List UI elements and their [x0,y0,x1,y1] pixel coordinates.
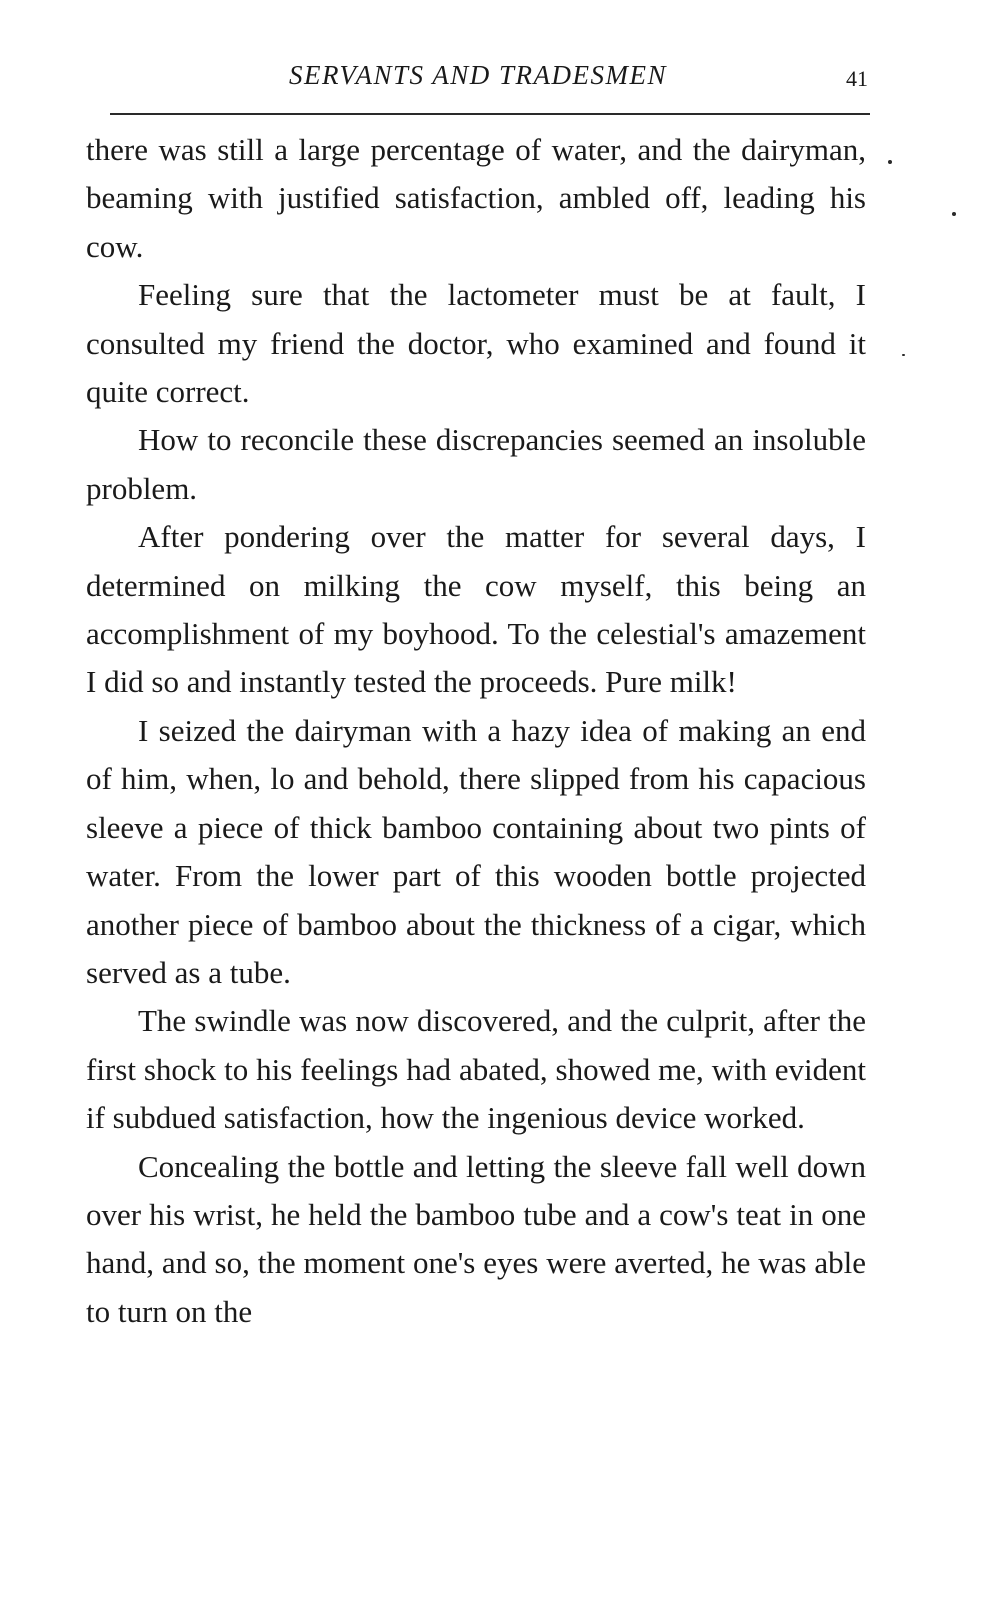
paragraph-continued: there was still a large percentage of water, and the dairyman, beaming with justified satisfaction, ambled off, leading his cow. [86,132,866,264]
paragraph: Concealing the bottle and letting the sleeve fall well down over his wrist, he held the bamboo tube and a cow's teat in one hand, and so, the moment one's eyes were averted, he was able to turn on the [86,1148,866,1329]
running-head [88,60,868,102]
paragraph: The swindle was now discovered, and the culprit, after the first shock to his feelings had abated, showed me, with evident if subdued satisfaction, how the ingenious device worked. [86,1003,866,1136]
scan-speck [952,212,956,216]
paragraph: How to reconcile these discrepancies seemed an insoluble problem. [86,422,866,506]
body-text [86,126,866,1336]
page-number: 41 [846,66,868,91]
scan-speck [888,160,892,164]
paragraph: After pondering over the matter for several days, I determined on milking the cow myself, this being an accomplishment of my boyhood. To the celestial's amazement I did so and instantly tested the proceeds. Pure milk! [86,519,866,700]
paragraph: Feeling sure that the lactometer must be at fault, I consulted my friend the doctor, who examined and found it quite correct. [86,277,866,410]
header-rule [110,113,870,115]
scan-speck [902,354,905,356]
running-title: SERVANTS AND TRADESMEN [288,60,667,90]
paragraph: I seized the dairyman with a hazy idea of making an end of him, when, lo and behold, there slipped from his capacious sleeve a piece of thick bamboo containing about two pints of water. From the lower part of this wooden bottle projected another piece of bamboo about the thickness of a cigar, which served as a tube. [86,712,866,990]
